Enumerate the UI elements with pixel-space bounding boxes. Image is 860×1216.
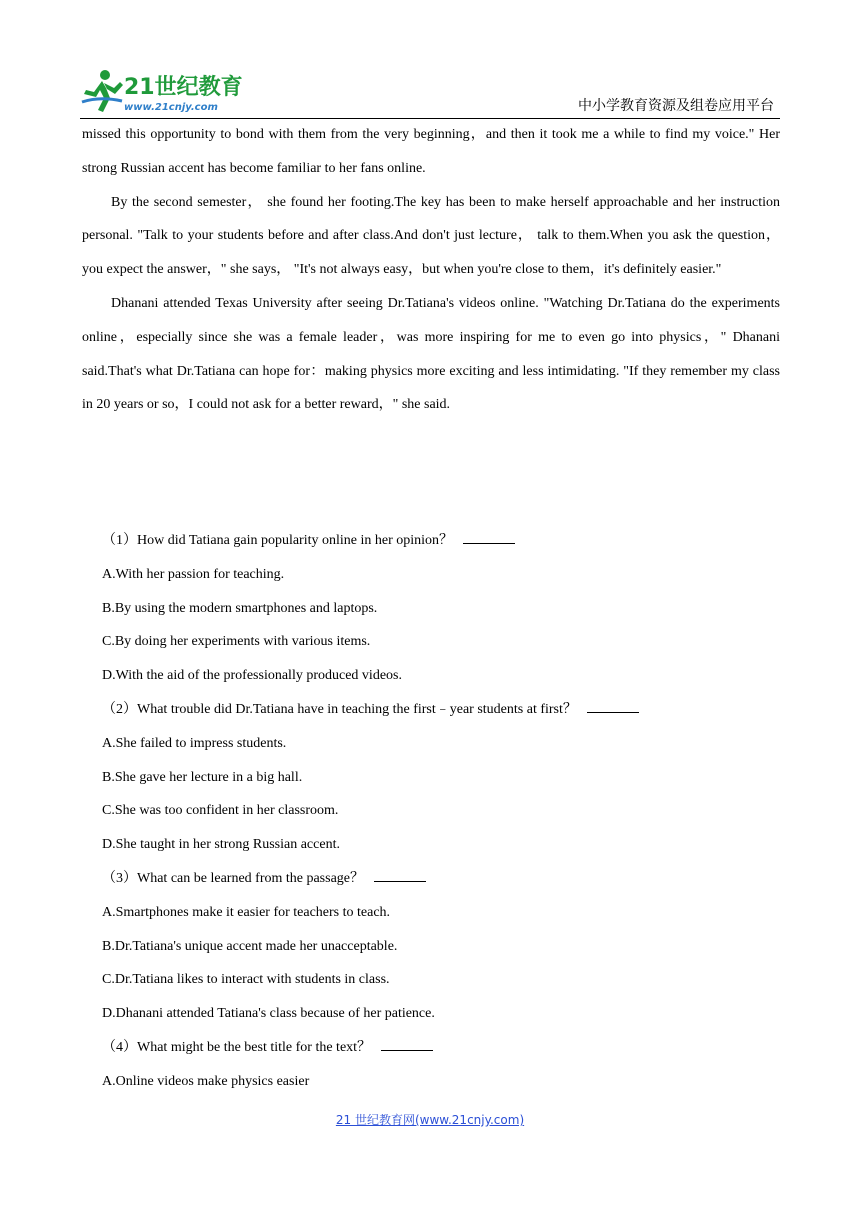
answer-option: A.Online videos make physics easier xyxy=(102,1073,310,1089)
answer-option: C.Dr.Tatiana likes to interact with students in class. xyxy=(102,972,390,988)
question-text: What trouble did Dr.Tatiana have in teaching the first﹣year students at first？ xyxy=(137,701,577,717)
answer-option: C.She was too confident in her classroom. xyxy=(102,803,339,819)
question-number: （4） xyxy=(102,1039,137,1055)
answer-option: C.By doing her experiments with various items. xyxy=(102,634,371,650)
passage-paragraph: Dhanani attended Texas University after seeing Dr.Tatiana's videos online. "Watching Dr.Tatiana do the experiments online，especially since she was a female leader，was more inspiring for me to even go into physics，" Dhanani said.That's what Dr.Tatiana can hope for：making physics more exciting and less intimidating. "If they remember my class in 20 years or so，I could not ask for a better reward，" she said. xyxy=(82,295,780,413)
answer-option: B.Dr.Tatiana's unique accent made her unacceptable. xyxy=(102,938,398,954)
question-stem xyxy=(102,1031,772,1065)
question-text: What can be learned from the passage？ xyxy=(137,870,365,886)
logo-title: 21世纪教育 xyxy=(124,75,243,100)
question-number: （1） xyxy=(102,533,137,548)
brand-logo xyxy=(80,68,280,118)
question-text: What might be the best title for the text？ xyxy=(137,1039,372,1055)
page-footer xyxy=(0,1111,860,1129)
answer-blank[interactable] xyxy=(381,1036,433,1051)
answer-blank[interactable] xyxy=(463,529,515,544)
logo-subtitle: www.21cnjy.com xyxy=(124,102,218,113)
answer-option: D.Dhanani attended Tatiana's class because of her patience. xyxy=(102,1006,435,1022)
page-header xyxy=(80,62,780,120)
question-stem xyxy=(102,524,772,558)
answer-option: B.By using the modern smartphones and laptops. xyxy=(102,600,378,616)
answer-blank[interactable] xyxy=(374,867,426,882)
answer-blank[interactable] xyxy=(587,698,639,713)
question-number: （3） xyxy=(102,870,137,886)
question-text: How did Tatiana gain popularity online in her opinion？ xyxy=(137,533,454,548)
passage-paragraph: By the second semester， she found her footing.The key has been to make herself approachable and her instruction personal. "Talk to your students before and after class.And don't just lecture， talk to them.When you ask the question，you expect the answer，" she says， "It's not always easy，but when you're close to them，it's definitely easier." xyxy=(82,194,780,278)
answer-option: D.With the aid of the professionally produced videos. xyxy=(102,668,402,684)
reading-passage xyxy=(82,118,780,422)
answer-option: A.She failed to impress students. xyxy=(102,735,287,751)
answer-option: A.With her passion for teaching. xyxy=(102,566,285,582)
question-number: （2） xyxy=(102,701,137,717)
answer-option: D.She taught in her strong Russian accent. xyxy=(102,837,340,853)
footer-link[interactable]: 21 世纪教育网(www.21cnjy.com) xyxy=(335,1113,525,1127)
question-list xyxy=(102,524,772,1099)
answer-option: A.Smartphones make it easier for teachers to teach. xyxy=(102,904,391,920)
question-stem xyxy=(102,862,772,896)
platform-title: 中小学教育资源及组卷应用平台 xyxy=(578,98,774,114)
passage-paragraph: missed this opportunity to bond with them from the very beginning，and then it took me a while to find my voice." Her strong Russian accent has become familiar to her fans online. xyxy=(82,127,780,176)
answer-option: B.She gave her lecture in a big hall. xyxy=(102,769,303,785)
question-stem xyxy=(102,693,772,727)
runner-logo-icon xyxy=(80,68,124,118)
